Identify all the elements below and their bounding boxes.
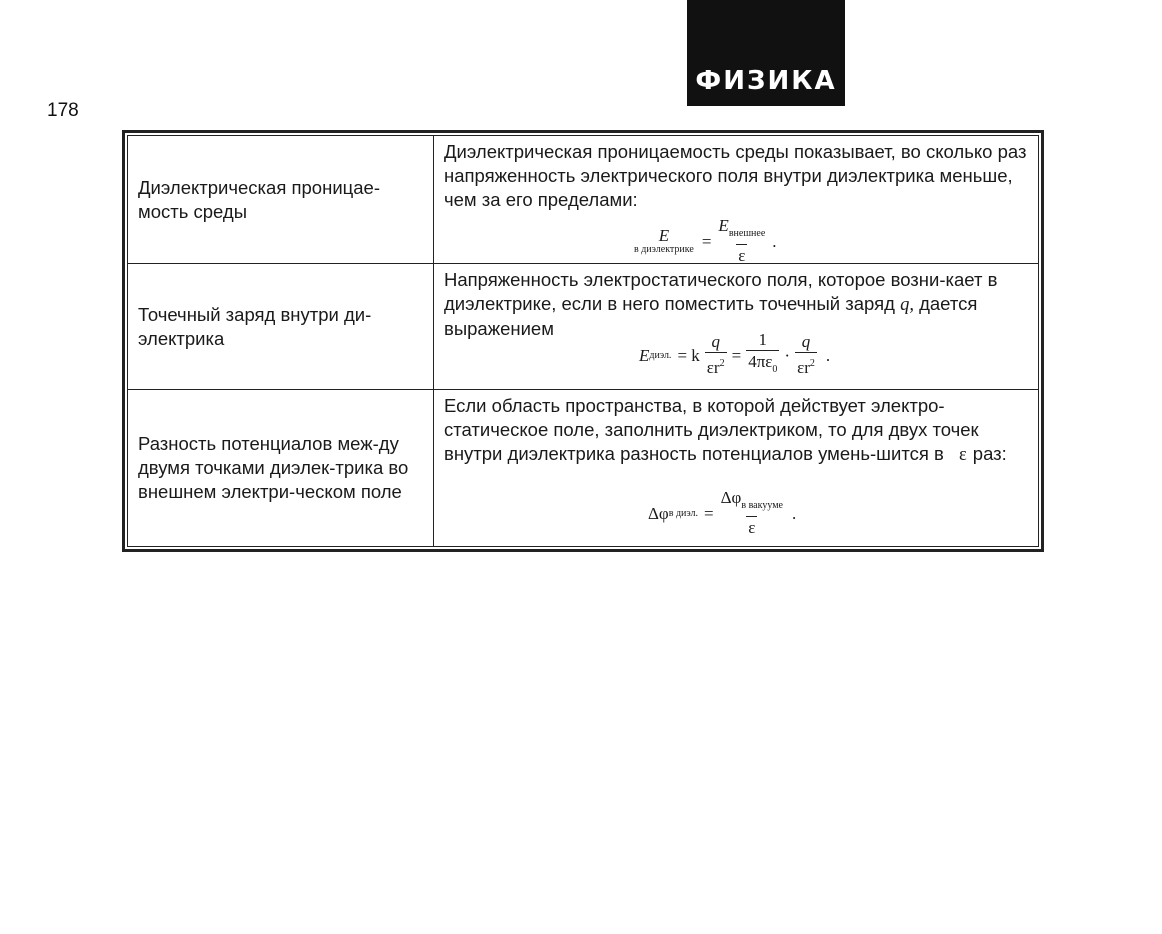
formula-fraction: $\frac{q}{\varepsilon r^2}$ (706, 332, 725, 377)
formula-lhs: E в диэлектрике (634, 225, 694, 255)
formula-fraction: $\frac{E_{внешнее}}{\varepsilon}$ (718, 216, 766, 265)
definitions-table (122, 130, 1044, 552)
definition-text: Напряженность электростатического поля, которое возни-кает в диэлектрике, если в него поместить точечный заряд q, дается выражением (444, 269, 998, 339)
table-row-definition (434, 136, 1038, 264)
table-row-term (128, 136, 434, 264)
formula-fraction: $\frac{q}{\varepsilon r^2}$ (797, 332, 815, 377)
formula-fraction: $\frac{\Delta\varphi_{в вакууме}}{\varepsilon}$ (720, 488, 783, 537)
formula-point-charge: E диэл. = k $\frac{q}{\varepsilon r^2}$ = $\frac{1}{4\pi\varepsilon_0}$ · $\frac{q}{\varepsilon r^2}$ . (639, 330, 832, 381)
formula-permittivity: E в диэлектрике = $\frac{E_{внешнее}}{\varepsilon}$ . (634, 216, 777, 265)
section-title: ФИЗИКА (695, 66, 837, 96)
term-text: Точечный заряд внутри ди-электрика (138, 303, 372, 349)
section-title-tab (687, 0, 845, 106)
page-number: 178 (47, 100, 79, 121)
formula-potential-difference: Δφ в диэл. = $\frac{\Delta\varphi_{в вакууме}}{\varepsilon}$ . (648, 488, 797, 537)
table-row-term (128, 264, 434, 390)
table-row-term (128, 390, 434, 546)
term-text: Разность потенциалов меж-ду двумя точками диэлек-трика во внешнем электри-ческом поле (138, 433, 409, 502)
definition-text: Если область пространства, в которой действует электро-статическое поле, заполнить диэлектриком, то для двух точек внутри диэлектрика разность потенциалов умень-шится в ε раз: (444, 395, 1007, 465)
table-grid (127, 135, 1039, 547)
definition-text: Диэлектрическая проницаемость среды показывает, во сколько раз напряженность электрического поля внутри диэлектрика меньше, чем за его пределами: (444, 141, 1027, 210)
formula-fraction: $\frac{1}{4\pi\varepsilon_0}$ (746, 330, 779, 381)
term-text: Диэлектрическая проницае-мость среды (138, 176, 380, 222)
table-row-definition (434, 390, 1038, 546)
table-row-definition (434, 264, 1038, 390)
